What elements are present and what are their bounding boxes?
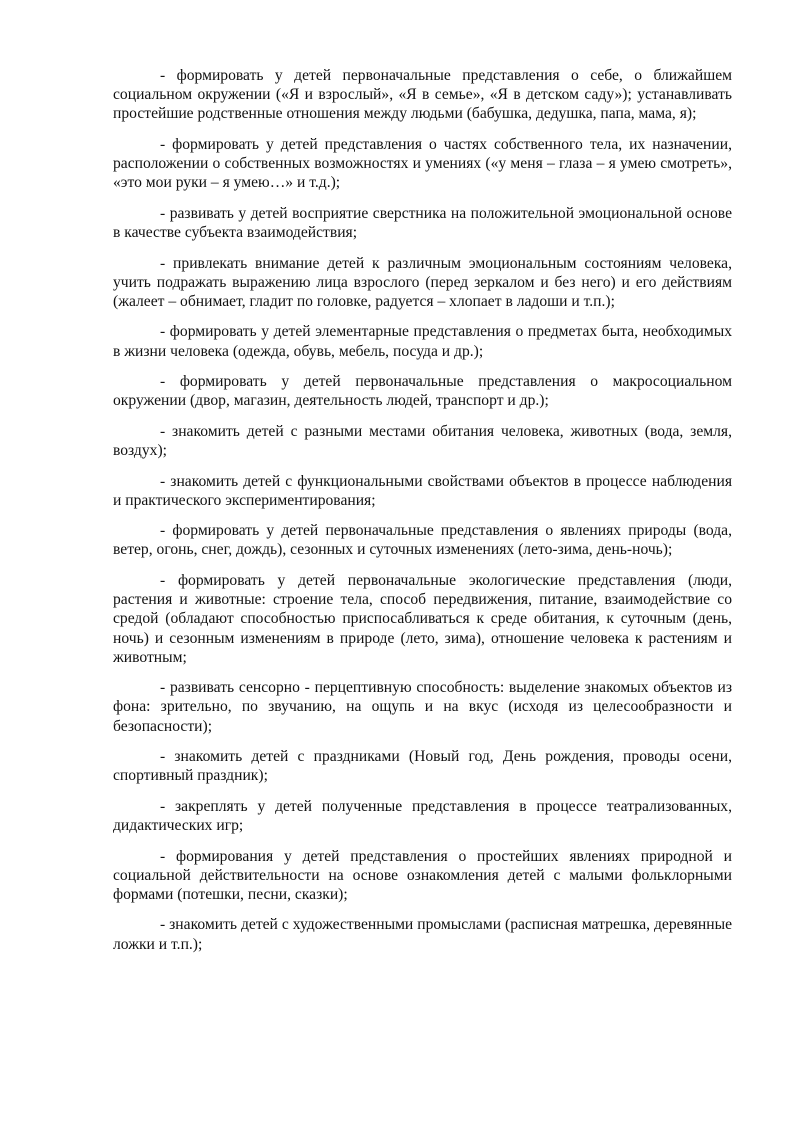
paragraph: - формировать у детей представления о частях собственного тела, их назначении, расположении о собственных возможностях и умениях («у меня – глаза – я умею смотреть», «это мои руки – я умею…» и т.д.); [113,135,732,192]
paragraph: - формировать у детей первоначальные представления о себе, о ближайшем социальном окружении («Я и взрослый», «Я в семье», «Я в детском саду»); устанавливать простейшие родственные отношения между людьми (бабушка, дедушка, папа, мама, я); [113,67,732,123]
paragraph: - закреплять у детей полученные представления в процессе театрализованных, дидактических игр; [113,797,732,835]
paragraph: - развивать у детей восприятие сверстника на положительной эмоциональной основе в качестве субъекта взаимодействия; [113,204,732,242]
paragraph: - знакомить детей с праздниками (Новый год, День рождения, проводы осени, спортивный праздник); [113,748,732,785]
paragraph: - знакомить детей с функциональными свойствами объектов в процессе наблюдения и практического экспериментирования; [113,472,732,509]
paragraph: - формировать у детей элементарные представления о предметах быта, необходимых в жизни человека (одежда, обувь, мебель, посуда и др.); [113,323,732,360]
paragraph: - формирования у детей представления о простейших явлениях природной и социальной действительности на основе ознакомления детей с малыми фольклорными формами (потешки, песни, сказки); [113,847,732,903]
document-page [113,66,732,965]
paragraph: - формировать у детей первоначальные экологические представления (люди, растения и животные: строение тела, способ передвижения, питание, взаимодействие со средой (обладают способностью приспосабливаться к среде обитания, к суточным (день, ночь) и сезонным изменениям в природе (лето, зима), отношение человека к растениям и животным; [113,571,732,666]
paragraph: - знакомить детей с разными местами обитания человека, животных (вода, земля, воздух); [113,422,732,460]
paragraph: - развивать сенсорно - перцептивную способность: выделение знакомых объектов из фона: зрительно, по звучанию, на ощупь и на вкус (исходя из целесообразности и безопасности); [113,679,732,735]
paragraph: - формировать у детей первоначальные представления о явлениях природы (вода, ветер, огонь, снег, дождь), сезонных и суточных изменениях (лето-зима, день-ночь); [113,522,732,559]
paragraph: - формировать у детей первоначальные представления о макросоциальном окружении (двор, магазин, деятельность людей, транспорт и др.); [113,373,732,410]
paragraph: - знакомить детей с художественными промыслами (расписная матрешка, деревянные ложки и т.п.); [113,916,732,953]
paragraph: - привлекать внимание детей к различным эмоциональным состояниям человека, учить подражать выражению лица взрослого (перед зеркалом и без него) и его действиям (жалеет – обнимает, гладит по головке, радуется – хлопает в ладоши и т.п.); [113,254,732,310]
